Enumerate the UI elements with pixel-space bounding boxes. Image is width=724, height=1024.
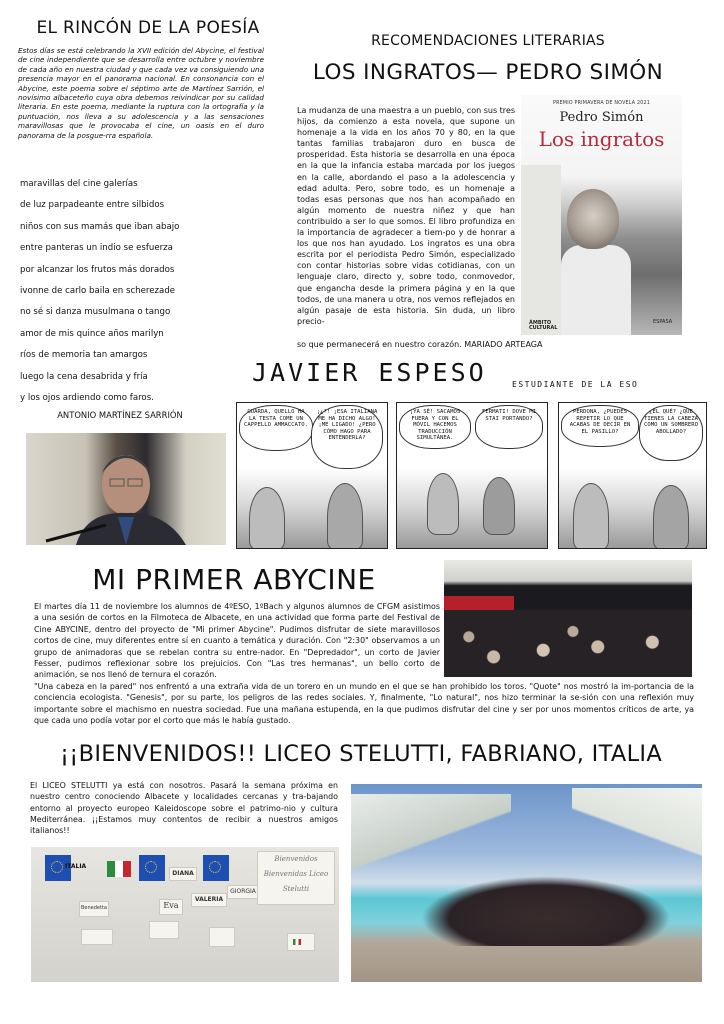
poem-line: maravillas del cine galerías (20, 179, 138, 189)
poem-line: ivonne de carlo baila en scherezade (20, 285, 176, 296)
book-review: La mudanza de una maestra a un pueblo, con sus tres hijos, da comienzo a esta novela, que supone un homenaje a la vida en los años 70 y 80, en la que tantas familias trabajaron duro en busca de prosperidad. Esta historia se desarrolla en una época en la que la infancia estaba marcada por los juegos en la calle, abordando el paso a la adolescencia y edad adulta. Pero, sobre todo, es un homenaje a todas esas personas que nos han acompañado en algún momento de nuestra niñez y que han contribuido a ser lo que somos. El libro profundiza en la importancia de agradecer a tiem-po y de honrar a los que nos han ayudado. Los ingratos es una obra escrita por el periodista Pedro Simón, especializado con contar historias sobre vidas cotidianas, con un lenguaje claro, directo y, sobre todo, conmovedor, que engancha desde la primera página y en la que todos, de una manera u otra, nos vemos reflejados en algún pasaje de esta historia. Sin duda, un libro precio- (297, 106, 515, 326)
abycine-article-wrapped: El martes día 11 de noviembre los alumnos de 4ºESO, 1ºBach y algunos alumnos de CFGM asistimos a una sesión de cortos en la Filmoteca de Albacete, en una actividad que forma parte del Festival de Cine ABYCINE, dentro del proyecto de "Mi primer Abycine". Pudimos disfrutar de siete maravillosos cortos de cine, muy diferentes entre sí en cuanto a temática y duración. Con "2:30" observamos a un grupo de animadoras que se rebelan contra su entre-nador. En "Depredador", un corto de Javier Fesser, pudimos reflexionar sobre los prejuicios. Con "Las tres hermanas", un bello corto de animación, se nos llenó de ternura el corazón. (34, 602, 440, 680)
eu-flag (203, 855, 229, 881)
cinema-audience-photo (444, 560, 692, 677)
cover-wall (521, 165, 561, 335)
cover-publisher-right: ESPASA (653, 319, 673, 325)
comic-panel-1 (236, 402, 388, 549)
italy-flag (107, 861, 131, 877)
recommendations-section-title: RECOMENDACIONES LITERARIAS (371, 33, 605, 49)
building-left (351, 794, 511, 884)
name-card: Eva (159, 899, 183, 915)
comic-boy-figure (249, 487, 285, 549)
poem-line: amor de mis quince años marilyn (20, 328, 164, 339)
comic-artist-subtitle: ESTUDIANTE DE LA ESO (512, 380, 639, 389)
name-card: Benedetta (79, 901, 109, 917)
speech-bubble: ¿EL QUÉ? ¿QUE TIENES LA CABEZA COMO UN SOMBRERO ABOLLADO? (639, 405, 703, 461)
comic-boy-figure (573, 483, 609, 549)
poem-author: ANTONIO MARTÍNEZ SARRIÓN (57, 410, 183, 420)
speech-bubble: PERDONA, ¿PUEDES REPETIR LO QUE ACABAS DE DECIR EN EL PASILLO? (561, 405, 639, 447)
speech-bubble: ¡YA SÉ! SACAMOS FUERA Y CON EL MÓVIL HACEMOS TRADUCCIÓN SIMULTÁNEA. (399, 405, 471, 449)
welcome-board-photo (31, 847, 339, 982)
poem-line: luego la cena desabrida y fría (20, 371, 148, 382)
name-card: GIORGIA (227, 885, 259, 899)
eu-flag (139, 855, 165, 881)
poem-line: no sé si danza musulmana o tango (20, 307, 171, 318)
name-card (209, 927, 235, 947)
cover-prize: PREMIO PRIMAVERA DE NOVELA 2021 (553, 101, 650, 106)
book-cover (521, 95, 682, 335)
author-photo (26, 433, 226, 545)
student-group (421, 876, 671, 946)
speech-bubble: ¡¿?! ¡ESA ITALIANA ME HA DICHO ALGO! ¡ME LIGADO! ¿PERO CÓMO HAGO PARA ENTENDERLA? (311, 405, 383, 469)
poem-line: por alcanzar los frutos más dorados (20, 264, 175, 275)
poem (20, 176, 220, 411)
poem-line: y los ojos ardiendo como faros. (20, 392, 154, 403)
comic-panel-3 (558, 402, 707, 549)
cover-boy-shirt (561, 245, 631, 335)
cover-boy-face (567, 189, 619, 249)
book-title-heading: LOS INGRATOS— PEDRO SIMÓN (312, 60, 664, 85)
abycine-article-full: "Una cabeza en la pared" nos enfrentó a una extraña vida de un torero en un mundo en el que se han prohibido los toros. "Quote" nos mostró la im-portancia de la conciencia ecologista. "Genesis", por su parte, los peligros de las redes sociales. Y, finalmente, "Lo natural", nos hizo terminar la se-sión con una reflexión muy importante sobre el machismo en nuestra sociedad. Fue una mañana estupenda, en la que pudimos disfrutar del cine y ser por unos momentos críticos de arte, ya que cada uno podía votar por el corto que más le había gustado. (34, 682, 694, 726)
comic-girl-figure (327, 483, 363, 549)
audience-crowd (444, 610, 692, 677)
name-card (149, 921, 179, 939)
name-card: VALERIA (191, 893, 227, 907)
portrait-illustration (26, 433, 226, 545)
cover-title: Los ingratos (538, 127, 665, 151)
poetry-intro: Estos días se está celebrando la XVII edición del Abycine, el festival de cine independiente que se desarrolla entre octubre y noviembre de cada año en nuestra ciudad y que cada vez va consiguiendo una presencia mayor en el panorama nacional. En consonancia con el Abycine, este poema sobre el séptimo arte de Martínez Sarrión, el novísimo albaceteño cuya obra debemos reivindicar por su calidad literaria. En este poema, mediante la ruptura con la ortografía y la puntuación, nos lleva a su adolescencia y a las sensaciones maravillosas que le provocaba el cine, un oasis en el duro panorama de la posgue-rra española. (18, 46, 264, 140)
poetry-section-title: EL RINCÓN DE LA POESÍA (36, 18, 260, 38)
group-photo-valencia (351, 784, 702, 982)
comic-running-figure (427, 473, 459, 535)
speech-bubble: FERMATI! DOVE MI STAI PORTANDO? (475, 405, 543, 449)
poem-line: de luz parpadeante entre silbidos (20, 200, 165, 211)
comic-running-figure (483, 477, 515, 535)
name-card (287, 933, 315, 951)
poem-line: entre panteras un indio se esfuerza (20, 243, 173, 254)
cover-publisher-left: ÁMBITO CULTURAL (529, 320, 558, 331)
comic-panel-2 (396, 402, 548, 549)
poem-line: ríos de memoria tan amargos (20, 350, 148, 361)
name-card (81, 929, 113, 945)
cover-author: Pedro Simón (559, 110, 644, 125)
comic-girl-figure (653, 485, 689, 549)
building-right (572, 788, 702, 888)
welcome-section-title: ¡¡BIENVENIDOS!! LICEO STELUTTI, FABRIANO, ITALIA (59, 741, 663, 767)
poem-line: niños con sus mamás que iban abajo (20, 221, 180, 232)
board-banner-text: ITALIA (65, 863, 87, 870)
italy-flag-small (293, 939, 301, 945)
name-card: DIANA (169, 867, 197, 881)
abycine-section-title: MI PRIMER ABYCINE (92, 563, 376, 596)
speech-bubble: GUARDA, QUELLO HA LA TESTA COME UN CAPPELLO AMMACCATO. (239, 405, 313, 451)
welcome-sign: Bienvenidos Bienvenidas Liceo Stelutti (257, 851, 335, 905)
welcome-article: El LICEO STELUTTI ya está con nosotros. Pasará la semana próxima en nuestro centro conociendo Albacete y localidades cercanas y tra-bajando entorno al proyecto europeo Kaleidoscope sobre el patrimo-nio y cultura Mediterránea. ¡¡Estamos muy contentos de recibir a nuestros amigos italianos!! (30, 781, 338, 836)
book-review-last-line: so que permanecerá en nuestro corazón. MARIADO ARTEAGA (297, 340, 543, 349)
comic-artist-name: JAVIER ESPESO (252, 358, 487, 387)
